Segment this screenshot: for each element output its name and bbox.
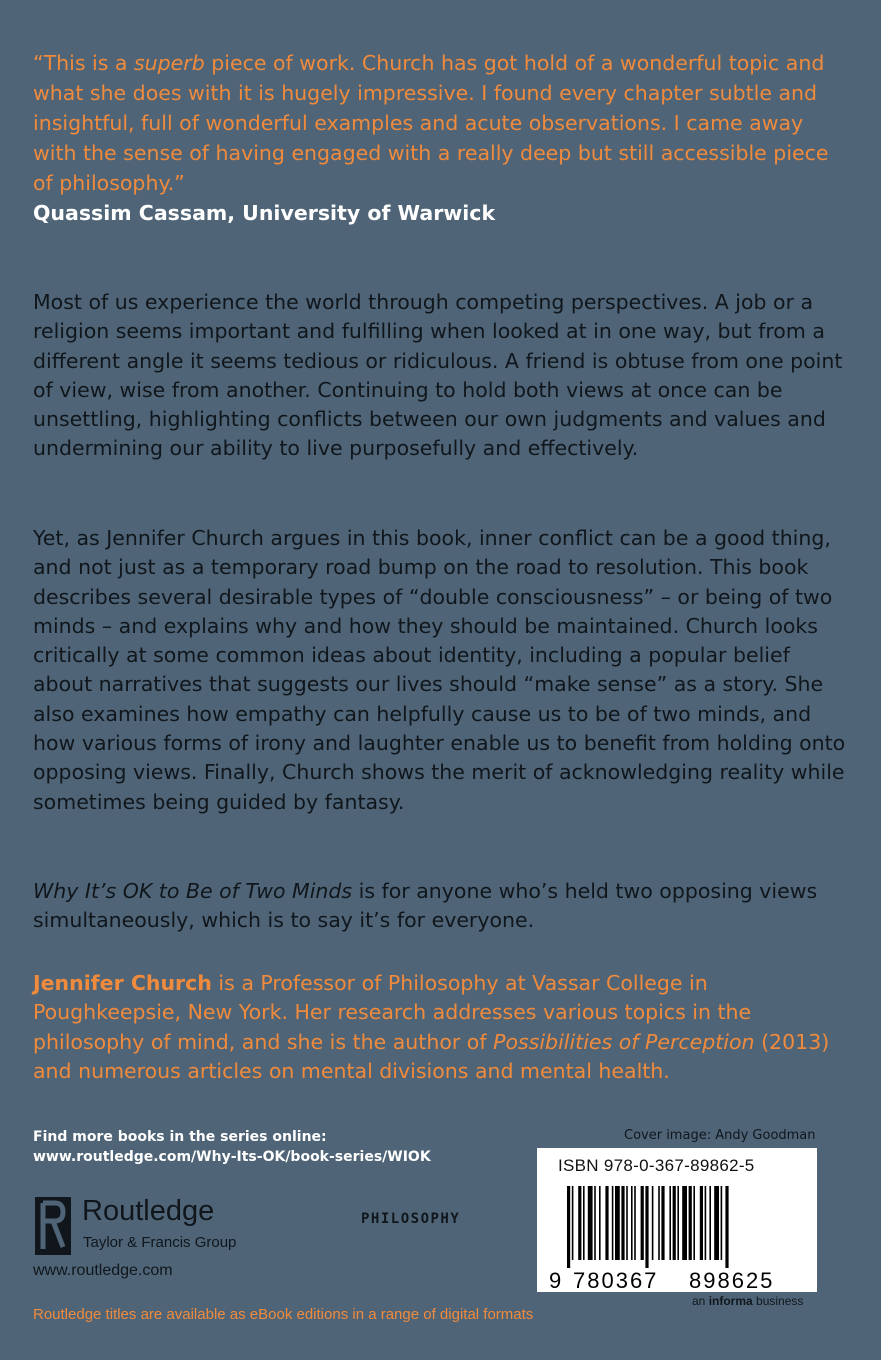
- author-book-title: Possibilities of Perception: [493, 1029, 755, 1054]
- ebook-note: Routledge titles are available as eBook editions in a range of digital formats: [33, 1306, 534, 1323]
- publisher-url[interactable]: www.routledge.com: [33, 1262, 173, 1279]
- barcode-bar: [700, 1186, 703, 1260]
- informa-c: business: [752, 1294, 804, 1308]
- barcode-digit-first: 9: [549, 1268, 562, 1293]
- barcode-bar: [634, 1186, 636, 1260]
- barcode-bar: [578, 1186, 581, 1260]
- book-title: Why It’s OK to Be of Two Minds: [33, 879, 353, 903]
- author-name: Jennifer Church: [33, 971, 212, 995]
- barcode-bar: [682, 1186, 687, 1260]
- description-paragraph-3-rest: is for anyone who’s held two opposing views simultaneously, which is to say it’s for everyone.: [33, 879, 818, 933]
- barcode-bar: [567, 1186, 570, 1268]
- series-line: Find more books in the series online:: [33, 1129, 327, 1145]
- informa-b: informa: [708, 1294, 753, 1308]
- series-url[interactable]: www.routledge.com/Why-Its-OK/book-series/WIOK: [33, 1149, 431, 1165]
- description-paragraph-3: [33, 877, 848, 936]
- barcode-bar: [583, 1186, 585, 1260]
- barcode-bar: [645, 1186, 648, 1268]
- author-bio-a: is a Professor of Philosophy at Vassar College in Poughkeepsie, New York. Her research addresses various topics in the philosophy of mind, and she is the author of: [33, 971, 752, 1054]
- isbn-label: ISBN 978-0-367-89862-5: [558, 1156, 755, 1175]
- barcode-bar: [572, 1186, 574, 1260]
- barcode-bar: [615, 1186, 620, 1260]
- barcode-bar: [612, 1186, 614, 1260]
- quote-attribution: Quassim Cassam, University of Warwick: [33, 201, 496, 225]
- barcode-icon: [537, 1182, 817, 1292]
- informa-tagline: [692, 1294, 803, 1308]
- publisher-group: Taylor & Francis Group: [83, 1234, 237, 1251]
- barcode-bar: [693, 1186, 695, 1260]
- barcode-bar: [669, 1186, 671, 1260]
- barcode-bar: [689, 1186, 692, 1260]
- author-bio: [33, 969, 848, 1086]
- barcode-bar: [705, 1186, 707, 1260]
- author-bio-b: (2013) and numerous articles on mental divisions and mental health.: [33, 1029, 830, 1083]
- cover-credit: Cover image: Andy Goodman: [624, 1128, 816, 1143]
- barcode-bar: [641, 1186, 644, 1260]
- barcode-bar: [725, 1186, 728, 1268]
- barcode-digits-left: 780367: [573, 1268, 659, 1293]
- endorsement-quote: [33, 48, 843, 228]
- barcode-bar: [621, 1186, 624, 1260]
- barcode-bar: [721, 1186, 723, 1260]
- barcode-bar: [631, 1186, 633, 1260]
- barcode-bar: [661, 1186, 664, 1260]
- barcode-bar: [605, 1186, 608, 1260]
- publisher-name: Routledge: [82, 1195, 215, 1227]
- series-info: [33, 1127, 431, 1167]
- logo-vertical-text: ROUTLEDGE: [23, 1143, 30, 1187]
- quote-open: “This is a: [33, 51, 134, 75]
- barcode-bar: [673, 1186, 676, 1260]
- informa-a: an: [692, 1294, 709, 1308]
- barcode-bar: [677, 1186, 679, 1260]
- barcode-bar: [599, 1186, 601, 1260]
- routledge-logo-icon: [23, 1143, 73, 1255]
- barcode-bar: [626, 1186, 628, 1260]
- barcode-bar: [709, 1186, 711, 1260]
- barcode-bar: [594, 1186, 596, 1260]
- description-paragraph-2: Yet, as Jennifer Church argues in this book, inner conflict can be a good thing, and not just as a temporary road bump on the road to resolution. This book describes several desirable types of “double consciousness” – or being of two minds – and explains why and how they should be maintained. Church looks critically at some common ideas about identity, including a popular belief about narratives that suggests our lives should “make sense” as a story. She also examines how empathy can helpfully cause us to be of two minds, and how various forms of irony and laughter enable us to benefit from holding onto opposing views. Finally, Church shows the merit of acknowledging reality while sometimes being guided by fantasy.: [33, 526, 846, 814]
- subject-label: PHILOSOPHY: [361, 1211, 461, 1227]
- description-paragraph-1: Most of us experience the world through competing perspectives. A job or a religion seems important and fulfilling when looked at in one way, but from a different angle it seems tedious or ridiculous. A friend is obtuse from one point of view, wise from another. Continuing to hold both views at once can be unsettling, highlighting conflicts between our own judgments and values and undermining our ability to live purposefully and effectively.: [33, 290, 843, 461]
- quote-emphasis: superb: [134, 51, 205, 75]
- barcode-digits-right: 898625: [689, 1268, 775, 1293]
- isbn-barcode-box: [537, 1148, 817, 1292]
- quote-body: piece of work. Church has got hold of a wonderful topic and what she does with it is hugely impressive. I found every chapter subtle and insightful, full of wonderful examples and acute observations. I came away with the sense of having engaged with a really deep but still accessible piece of philosophy.”: [33, 51, 829, 195]
- barcode-bar: [588, 1186, 593, 1260]
- barcode-bar: [658, 1186, 660, 1260]
- barcode-bar: [714, 1186, 719, 1260]
- barcode-bar: [652, 1186, 654, 1260]
